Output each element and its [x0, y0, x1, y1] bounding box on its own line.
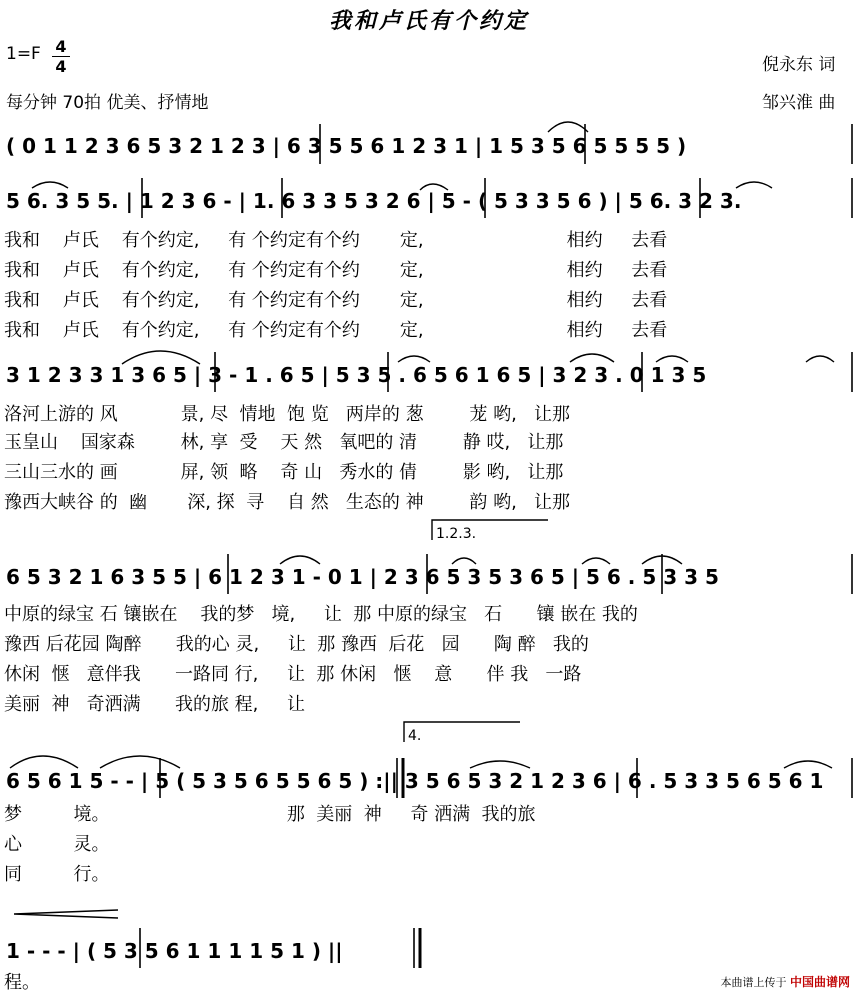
lyricist-credit: 倪永东 词 — [762, 55, 836, 75]
lyrics-verse-2-line-5: 心 灵。 — [4, 834, 110, 855]
lyrics-verse-4-line-2: 我和 卢氏 有个约定, 有 个约定有个约 定, 相约 去看 — [4, 320, 668, 341]
composer-credit: 邹兴淮 曲 — [762, 93, 836, 113]
notes-row-3: 3 1 2 3 3 1 3 6 5 | 3 - 1 . 6 5 | 5 3 5 . 6 5 6 1 6 5 | 3 2 3 . 0 1 3 5 — [6, 363, 707, 387]
lyrics-verse-4-line-4: 美丽 神 奇洒满 我的旅 程, 让 — [4, 694, 305, 715]
lyrics-verse-1-line-5: 梦 境。 那 美丽 神 奇 洒满 我的旅 — [4, 804, 536, 825]
footer-text: 本曲谱上传于 — [720, 976, 787, 989]
time-sig-top: 4 — [55, 37, 67, 56]
lyrics-verse-3-line-3: 三山三水的 画 屏, 领 略 奇 山 秀水的 倩 影 哟, 让那 — [4, 462, 564, 483]
notes-row-5: 6 5 6 1 5 - - | 5 ( 5 3 5 6 5 5 6 5 ) :|| 3 5 6 5 3 2 1 2 3 6 | 6 . 5 3 3 5 6 5 6 1 — [6, 769, 824, 793]
volta-label-2: 4. — [408, 728, 422, 744]
notes-row-6: 1 - - - | ( 5 3 5 6 1 1 1 1 5 1 ) || — [6, 939, 343, 963]
notes-row-2: 5 6. 3 5 5. | 1 2 3 6 - | 1. 6 3 3 5 3 2 6 | 5 - ( 5 3 3 5 6 ) | 5 6. 3 2 3. — [6, 189, 742, 213]
notes-row-4: 6 5 3 2 1 6 3 5 5 | 6 1 2 3 1 - 0 1 | 2 3 6 5 3 5 3 6 5 | 5 6 . 5 3 3 5 — [6, 565, 719, 589]
key-signature: 1=F — [6, 44, 41, 64]
tempo-marking: 每分钟 70拍 优美、抒情地 — [6, 93, 209, 113]
lyrics-verse-2-line-2: 我和 卢氏 有个约定, 有 个约定有个约 定, 相约 去看 — [4, 260, 668, 281]
lyrics-verse-3-line-4: 休闲 惬 意伴我 一路同 行, 让 那 休闲 惬 意 伴 我 一路 — [4, 664, 582, 685]
volta-bracket-2 — [404, 722, 520, 742]
lyrics-verse-1-line-2: 我和 卢氏 有个约定, 有 个约定有个约 定, 相约 去看 — [4, 230, 668, 251]
lyrics-verse-1-line-3: 洛河上游的 风 景, 尽 情地 饱 览 两岸的 葱 茏 哟, 让那 — [4, 404, 570, 425]
lyrics-verse-3-line-2: 我和 卢氏 有个约定, 有 个约定有个约 定, 相约 去看 — [4, 290, 668, 311]
site-logo: 中国曲谱网 — [789, 975, 850, 989]
lyrics-ending: 程。 — [4, 972, 40, 993]
upload-footer — [720, 973, 850, 990]
lyrics-verse-3-line-5: 同 行。 — [4, 864, 110, 885]
lyrics-verse-2-line-3: 玉皇山 国家森 林, 享 受 天 然 氧吧的 清 静 哎, 让那 — [4, 432, 564, 453]
volta-label-1: 1.2.3. — [436, 526, 477, 542]
time-sig-bottom: 4 — [55, 57, 67, 76]
lyrics-verse-1-line-4: 中原的绿宝 石 镶嵌在 我的梦 境, 让 那 中原的绿宝 石 镶 嵌在 我的 — [4, 604, 638, 625]
notes-row-1: ( 0 1 1 2 3 6 5 3 2 1 2 3 | 6 3 5 5 6 1 2 3 1 | 1 5 3 5 6 5 5 5 5 ) — [6, 134, 687, 158]
decrescendo-hairpin — [14, 910, 118, 918]
lyrics-verse-2-line-4: 豫西 后花园 陶醉 我的心 灵, 让 那 豫西 后花 园 陶 醉 我的 — [4, 634, 589, 655]
song-title: 我和卢氏有个约定 — [328, 9, 529, 34]
lyrics-verse-4-line-3: 豫西大峡谷 的 幽 深, 探 寻 自 然 生态的 神 韵 哟, 让那 — [4, 492, 570, 513]
